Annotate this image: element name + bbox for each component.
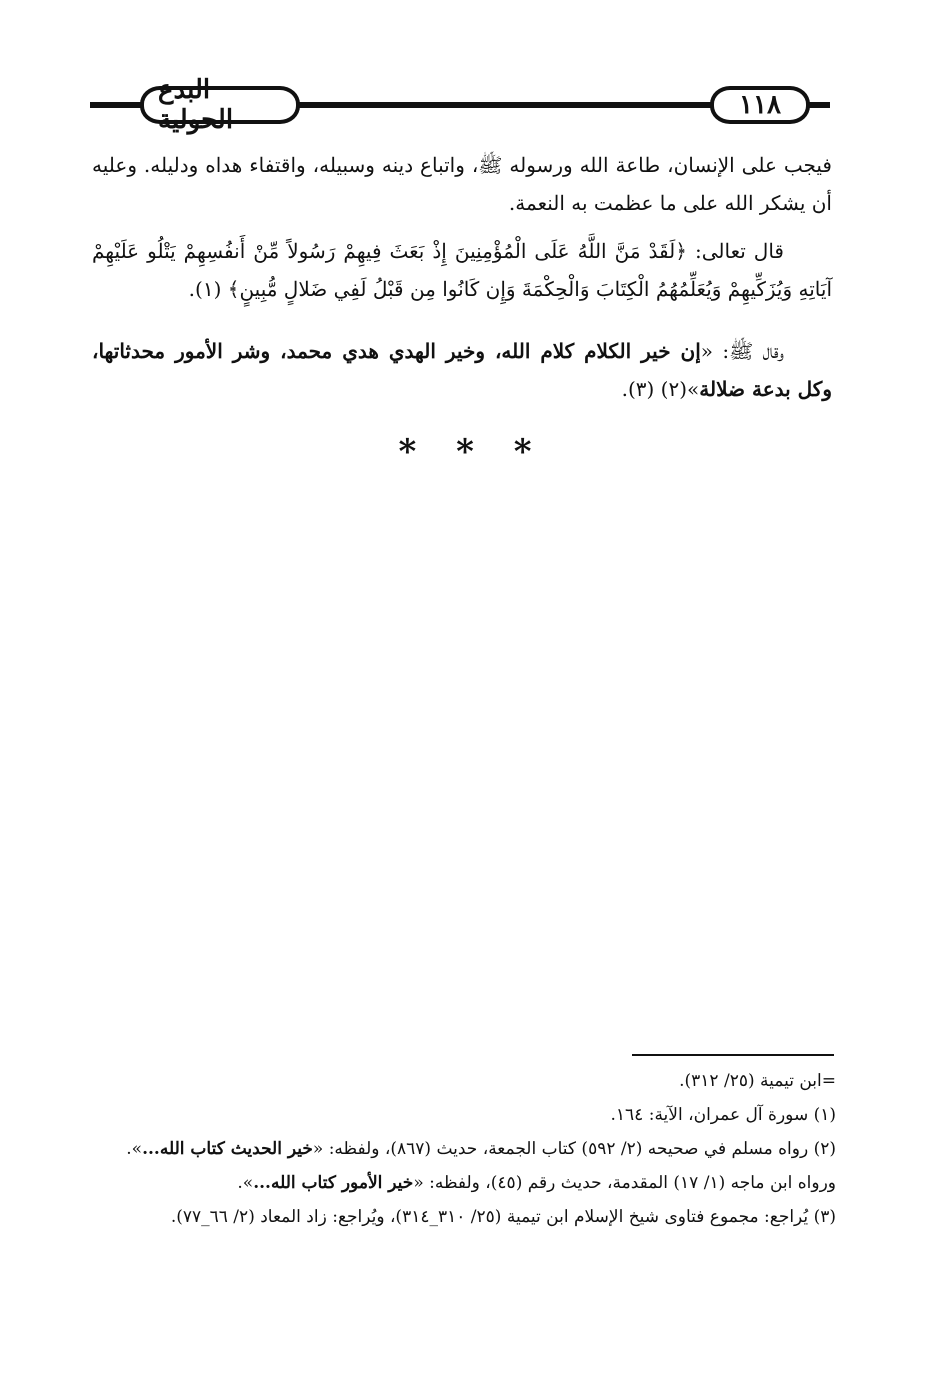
footnotes [100, 1064, 836, 1234]
page-number: ١١٨ [739, 90, 781, 120]
page-number-cartouche [710, 86, 810, 124]
footnote-2-quote-a: خير الحديث كتاب الله... [142, 1139, 313, 1159]
book-title-cartouche [140, 75, 300, 135]
footnote-rule [632, 1054, 834, 1056]
paragraph-3-hadith [92, 332, 832, 408]
hadith-intro: وقال ﷺ: « [700, 339, 784, 363]
section-separator: * * * [398, 432, 546, 472]
book-title: البدع الحولية [158, 75, 234, 135]
footnote-2-part-a: (٢) رواه مسلم في صحيحه (٢/ ٥٩٢) كتاب الجمعة، حديث (٨٦٧)، ولفظه: « [312, 1139, 836, 1159]
footnote-2-part-b: ». ورواه ابن ماجه (١/ ١٧) المقدمة، حديث رقم (٤٥)، ولفظه: « [126, 1139, 836, 1193]
paragraph-1: فيجب على الإنسان، طاعة الله ورسوله ﷺ، واتباع دينه وسبيله، واقتفاء هداه ودليله. وعليه أن يشكر الله على ما عظمت به النعمة. [92, 153, 832, 215]
hadith-text: إن خير الكلام كلام الله، وخير الهدي هدي محمد، وشر الأمور محدثاتها، وكل بدعة ضلالة [92, 339, 832, 401]
footnote-3: (٣) يُراجع: مجموع فتاوى شيخ الإسلام ابن تيمية (٢٥/ ٣١٠_٣١٤)، ويُراجع: زاد المعاد (٢/ ٦٦_٧٧). [170, 1207, 836, 1227]
footnote-2 [100, 1132, 836, 1200]
page-header [90, 75, 830, 135]
paragraph-2-quran-verse: قال تعالى: ﴿لَقَدْ مَنَّ اللَّهُ عَلَى الْمُؤْمِنِينَ إِذْ بَعَثَ فِيهِمْ رَسُولاً مِّنْ أَنفُسِهِمْ يَتْلُو عَلَيْهِمْ آيَاتِهِ وَيُزَكِّيهِمْ وَيُعَلِّمُهُمُ الْكِتَابَ وَالْحِكْمَةَ وَإِن كَانُوا مِن قَبْلُ لَفِي ضَلالٍ مُّبِينٍ﴾ (١). [92, 239, 832, 301]
hadith-end: »(٢) (٣). [621, 377, 700, 401]
footnote-continued: =ابن تيمية (٢٥/ ٣١٢). [679, 1071, 836, 1091]
footnote-1: (١) سورة آل عمران، الآية: ١٦٤. [610, 1105, 836, 1125]
footnote-2-quote-b: خير الأمور كتاب الله... [253, 1173, 414, 1193]
footnote-2-part-c: ». [237, 1173, 254, 1193]
